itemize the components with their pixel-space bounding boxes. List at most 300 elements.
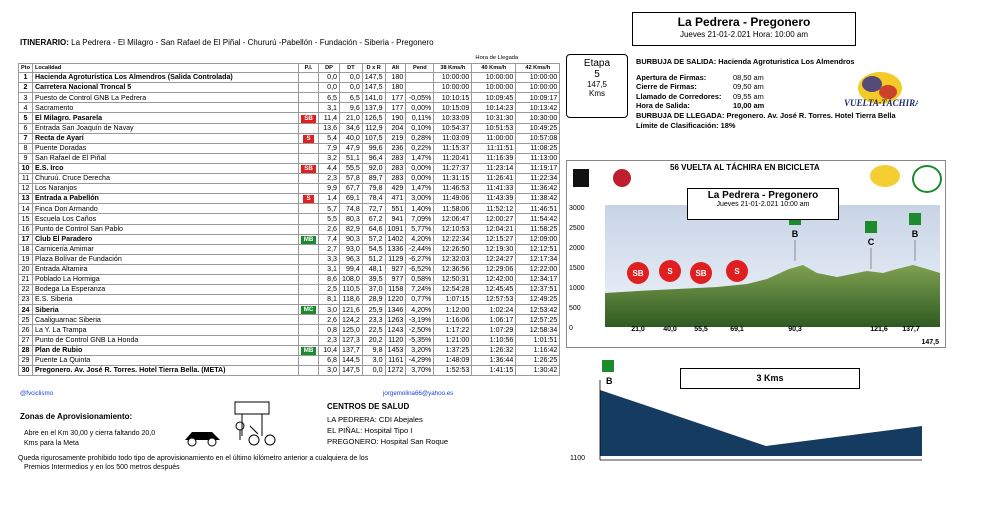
contact-email[interactable]: jorgemolina66@yahoo.es <box>383 390 454 397</box>
value-cell: 108,0 <box>340 274 363 284</box>
point-number-cell: 25 <box>19 315 33 325</box>
value-cell: 11:41:33 <box>472 184 516 194</box>
value-cell: 12:57:25 <box>516 315 560 325</box>
profile-y-tick: 3000 <box>569 205 585 212</box>
mountain-flag <box>865 221 877 233</box>
info-label: Llamado de Corredores: <box>636 91 722 101</box>
premio-cell <box>299 113 319 123</box>
value-cell: 11:49:06 <box>434 194 472 204</box>
value-cell: 12:10:53 <box>434 224 472 234</box>
table-row <box>19 103 560 113</box>
value-cell: 2,3 <box>319 174 340 184</box>
value-cell: 51,1 <box>340 153 363 163</box>
location-cell: La Y. La Trampa <box>33 325 299 335</box>
value-cell: 11:31:15 <box>434 174 472 184</box>
value-cell: 80,3 <box>340 214 363 224</box>
value-cell: 1120 <box>385 335 406 345</box>
health-item: LA PEDRERA: CDI Abejales <box>327 415 423 424</box>
point-number-cell: 18 <box>19 244 33 254</box>
value-cell: 10:00:00 <box>434 83 472 93</box>
value-cell: 1:52:53 <box>434 365 472 375</box>
table-row <box>19 335 560 345</box>
sprint-marker-label: SB <box>695 269 707 278</box>
point-number-cell: 29 <box>19 355 33 365</box>
value-cell: 10:00:00 <box>472 83 516 93</box>
value-cell: 28,9 <box>362 295 385 305</box>
value-cell: 107,5 <box>362 133 385 143</box>
value-cell: 5,4 <box>319 133 340 143</box>
value-cell: 12:26:50 <box>434 244 472 254</box>
profile-y-tick: 2500 <box>569 225 585 232</box>
location-cell: Puente La Quinta <box>33 355 299 365</box>
column-header: Localidad <box>33 64 299 73</box>
value-cell: 121,6 <box>340 305 363 315</box>
value-cell: 0,58% <box>406 274 434 284</box>
value-cell: 1336 <box>385 244 406 254</box>
location-cell: Caaliguarnac Siberia <box>33 315 299 325</box>
premio-badge: MC <box>301 306 317 314</box>
value-cell: 13,6 <box>319 123 340 133</box>
value-cell: 283 <box>385 153 406 163</box>
premio-cell <box>299 224 319 234</box>
value-cell: 1:26:25 <box>516 355 560 365</box>
value-cell: 3,00% <box>406 194 434 204</box>
value-cell: 0,22% <box>406 143 434 153</box>
value-cell: 11:58:06 <box>434 204 472 214</box>
value-cell: 12:54:28 <box>434 285 472 295</box>
value-cell: 137,7 <box>340 345 363 355</box>
value-cell: 11:16:39 <box>472 153 516 163</box>
table-row <box>19 204 560 214</box>
value-cell: 1272 <box>385 365 406 375</box>
value-cell: 7,9 <box>319 143 340 153</box>
premio-cell <box>299 244 319 254</box>
value-cell: 1129 <box>385 254 406 264</box>
last-3km-y-label: 1100 <box>570 455 586 462</box>
point-number-cell: 30 <box>19 365 33 375</box>
point-number-cell: 23 <box>19 295 33 305</box>
value-cell: 10:57:08 <box>516 133 560 143</box>
point-number-cell: 12 <box>19 184 33 194</box>
column-header: D x R <box>362 64 385 73</box>
federation-logo <box>613 169 631 187</box>
value-cell: 1:36:44 <box>472 355 516 365</box>
value-cell: 10:15:09 <box>434 103 472 113</box>
table-row <box>19 163 560 173</box>
column-header: DT <box>340 64 363 73</box>
arrival-group-header: Hora de Llegada <box>475 55 519 62</box>
salida-label: BURBUJA DE SALIDA: <box>636 57 717 66</box>
value-cell: 941 <box>385 214 406 224</box>
column-header: Pend <box>406 64 434 73</box>
value-cell: 147,5 <box>362 73 385 83</box>
premio-cell <box>299 325 319 335</box>
value-cell: 1402 <box>385 234 406 244</box>
premio-cell <box>299 315 319 325</box>
supply-text-1: Abre en el Km 30,00 y cierra faltando 20,0 <box>24 430 156 437</box>
value-cell: 2,3 <box>319 335 340 345</box>
table-row <box>19 113 560 123</box>
premio-cell <box>299 93 319 103</box>
value-cell: 137,9 <box>362 103 385 113</box>
value-cell: 551 <box>385 204 406 214</box>
value-cell: 3,0 <box>319 305 340 315</box>
location-cell: Plaza Bolívar de Fundación <box>33 254 299 264</box>
value-cell: 471 <box>385 194 406 204</box>
value-cell: 1220 <box>385 295 406 305</box>
value-cell: 3,2 <box>319 153 340 163</box>
value-cell: 74,8 <box>340 204 363 214</box>
value-cell: 12:04:21 <box>472 224 516 234</box>
value-cell: 67,2 <box>362 214 385 224</box>
profile-total-km: 147,5 <box>921 339 939 346</box>
table-row <box>19 295 560 305</box>
supply-rule-1: Queda rigurosamente prohibido todo tipo de aprovisionamiento en el último kilómetro anterior a cualquiera de los <box>18 455 369 462</box>
point-number-cell: 24 <box>19 305 33 315</box>
value-cell: 127,3 <box>340 335 363 345</box>
stage-table <box>18 54 560 376</box>
premio-cell <box>299 133 319 143</box>
vuelta-logo <box>838 66 918 112</box>
location-cell: E.S. Siberia <box>33 295 299 305</box>
value-cell: 10:00:00 <box>516 73 560 83</box>
value-cell: 12:22:00 <box>516 264 560 274</box>
premio-cell <box>299 83 319 93</box>
value-cell: 10:10:15 <box>434 93 472 103</box>
value-cell: 1243 <box>385 325 406 335</box>
value-cell <box>406 73 434 83</box>
vuelta-small-logo <box>870 165 900 187</box>
value-cell: 180 <box>385 83 406 93</box>
point-number-cell: 7 <box>19 133 33 143</box>
value-cell: 1:10:56 <box>472 335 516 345</box>
column-header: Alt <box>385 64 406 73</box>
value-cell: 9,6 <box>340 103 363 113</box>
health-item: PREGONERO: Hospital San Roque <box>327 437 449 446</box>
location-cell: El Milagro. Pasarela <box>33 113 299 123</box>
value-cell: 79,8 <box>362 184 385 194</box>
location-cell: Entrada a Pabellón <box>33 194 299 204</box>
health-list <box>327 414 448 447</box>
location-cell: Puesto de Control GNB La Pedrera <box>33 93 299 103</box>
value-cell: 11:46:51 <box>516 204 560 214</box>
value-cell <box>406 83 434 93</box>
value-cell: 283 <box>385 174 406 184</box>
location-cell: Plan de Rubio <box>33 345 299 355</box>
table-row <box>19 214 560 224</box>
value-cell: 39,5 <box>362 274 385 284</box>
premio-badge: S <box>303 195 313 203</box>
location-cell: Bodega La Esperanza <box>33 285 299 295</box>
value-cell: 34,6 <box>340 123 363 133</box>
value-cell: 0,10% <box>406 123 434 133</box>
value-cell: 1:41:15 <box>472 365 516 375</box>
value-cell: 90,3 <box>340 234 363 244</box>
location-cell: Carretera Nacional Troncal 5 <box>33 83 299 93</box>
value-cell: 11:52:12 <box>472 204 516 214</box>
column-header: P.I. <box>299 64 319 73</box>
value-cell: 118,6 <box>340 295 363 305</box>
value-cell: 0,0 <box>340 73 363 83</box>
value-cell: 92,0 <box>362 163 385 173</box>
value-cell: 11:46:53 <box>434 184 472 194</box>
value-cell: 3,3 <box>319 254 340 264</box>
value-cell: 5,7 <box>319 204 340 214</box>
point-number-cell: 16 <box>19 224 33 234</box>
value-cell: 177 <box>385 103 406 113</box>
value-cell: 72,7 <box>362 204 385 214</box>
info-label: Hora de Salida: <box>636 101 690 111</box>
location-cell: Recta de Ayarí <box>33 133 299 143</box>
premio-cell <box>299 335 319 345</box>
table-row <box>19 133 560 143</box>
health-title: CENTROS DE SALUD <box>327 402 410 411</box>
point-number-cell: 26 <box>19 325 33 335</box>
value-cell: 10:00:00 <box>472 73 516 83</box>
etapa-number: 5 <box>594 69 600 80</box>
value-cell: 12:24:27 <box>472 254 516 264</box>
value-cell: 1:06:17 <box>472 315 516 325</box>
table-row <box>19 254 560 264</box>
table-row <box>19 194 560 204</box>
stage-date: Jueves 21-01-2.021 Hora: 10:00 am <box>679 30 809 39</box>
value-cell: 11:19:17 <box>516 163 560 173</box>
logo-lettering: VUELTA·TÁCHIRA <box>844 98 918 108</box>
value-cell: 1:30:42 <box>516 365 560 375</box>
value-cell: 12:12:51 <box>516 244 560 254</box>
value-cell: 1453 <box>385 345 406 355</box>
value-cell: 11:20:41 <box>434 153 472 163</box>
value-cell: 11:11:51 <box>472 143 516 153</box>
point-number-cell: 6 <box>19 123 33 133</box>
value-cell: 10:13:42 <box>516 103 560 113</box>
limite-label: Límite de Clasificación: <box>636 120 719 130</box>
premio-cell <box>299 123 319 133</box>
value-cell: 11:23:14 <box>472 163 516 173</box>
profile-x-label: 90,3 <box>788 326 802 333</box>
value-cell: 12:32:03 <box>434 254 472 264</box>
value-cell: 0,77% <box>406 295 434 305</box>
value-cell: 977 <box>385 274 406 284</box>
value-cell: 57,2 <box>362 234 385 244</box>
table-row <box>19 93 560 103</box>
value-cell: 12:19:30 <box>472 244 516 254</box>
location-cell: Carnicería Amimar <box>33 244 299 254</box>
value-cell: 99,6 <box>362 143 385 153</box>
value-cell: 12:36:56 <box>434 264 472 274</box>
value-cell: 10:54:37 <box>434 123 472 133</box>
value-cell: 1:21:00 <box>434 335 472 345</box>
value-cell: 283 <box>385 163 406 173</box>
value-cell: 8,6 <box>319 274 340 284</box>
value-cell: 124,2 <box>340 315 363 325</box>
value-cell: 3,1 <box>319 264 340 274</box>
point-number-cell: 9 <box>19 153 33 163</box>
supply-zone-illustration <box>180 396 290 448</box>
value-cell: 110,5 <box>340 285 363 295</box>
limite-value: 18% <box>720 120 736 130</box>
info-label: Cierre de Firmas: <box>636 82 697 92</box>
value-cell: 1:26:32 <box>472 345 516 355</box>
info-value: 09,55 am <box>733 91 764 101</box>
point-number-cell: 20 <box>19 264 33 274</box>
point-number-cell: 13 <box>19 194 33 204</box>
location-cell: Escuela Los Caños <box>33 214 299 224</box>
value-cell: 1:48:09 <box>434 355 472 365</box>
table-row <box>19 345 560 355</box>
premio-cell <box>299 163 319 173</box>
value-cell: 0,28% <box>406 133 434 143</box>
column-header: Pto <box>19 64 33 73</box>
point-number-cell: 15 <box>19 214 33 224</box>
value-cell: -2,44% <box>406 244 434 254</box>
location-cell: Entrada San Joaquín de Navay <box>33 123 299 133</box>
value-cell: 47,9 <box>340 143 363 153</box>
value-cell: 3,0 <box>362 355 385 365</box>
value-cell: 12:57:53 <box>472 295 516 305</box>
location-cell: Punto de Control GNB La Honda <box>33 335 299 345</box>
value-cell: 48,1 <box>362 264 385 274</box>
value-cell: 55,5 <box>340 163 363 173</box>
value-cell: 22,5 <box>362 325 385 335</box>
value-cell: 11:03:09 <box>434 133 472 143</box>
location-cell: Finca Don Armando <box>33 204 299 214</box>
value-cell: 12:29:06 <box>472 264 516 274</box>
value-cell: 0,0 <box>319 83 340 93</box>
value-cell: 3,1 <box>319 103 340 113</box>
value-cell: 236 <box>385 143 406 153</box>
last-3km-mountain-flag <box>602 360 614 372</box>
value-cell: 12:34:17 <box>516 274 560 284</box>
value-cell: 125,0 <box>340 325 363 335</box>
profile-y-tick: 0 <box>569 325 573 332</box>
value-cell: 0,8 <box>319 325 340 335</box>
value-cell: 1:37:25 <box>434 345 472 355</box>
value-cell: 6,5 <box>340 93 363 103</box>
supply-title: Zonas de Aprovisionamiento: <box>20 412 133 421</box>
mountain-category: B <box>911 229 919 239</box>
value-cell: 11:00:00 <box>472 133 516 143</box>
value-cell: 126,5 <box>362 113 385 123</box>
mountain-category: C <box>867 237 875 247</box>
location-cell: Sacramento <box>33 103 299 113</box>
value-cell: 11:43:39 <box>472 194 516 204</box>
point-number-cell: 8 <box>19 143 33 153</box>
table-body <box>19 73 560 376</box>
value-cell: 0,00% <box>406 174 434 184</box>
itinerary-label: ITINERARIO: <box>20 38 69 47</box>
value-cell: 2,5 <box>319 285 340 295</box>
point-number-cell: 21 <box>19 274 33 284</box>
value-cell: -6,52% <box>406 264 434 274</box>
value-cell: 1158 <box>385 285 406 295</box>
value-cell: 204 <box>385 123 406 133</box>
value-cell: 3,70% <box>406 365 434 375</box>
stage-title: La Pedrera - Pregonero <box>677 15 811 29</box>
location-cell: Los Naranjos <box>33 184 299 194</box>
value-cell: 11:13:00 <box>516 153 560 163</box>
point-number-cell: 1 <box>19 73 33 83</box>
value-cell: 1346 <box>385 305 406 315</box>
itinerary-route: La Pedrera - El Milagro - San Rafael de El Piñal - Chururú -Pabellón - Fundación - Siberia - Pregonero <box>71 38 434 47</box>
premio-cell <box>299 274 319 284</box>
stage-title-box <box>632 12 856 46</box>
table-row <box>19 305 560 315</box>
value-cell: 2,6 <box>319 224 340 234</box>
value-cell: 12:42:00 <box>472 274 516 284</box>
profile-y-tick: 1500 <box>569 265 585 272</box>
column-header: 38 Kms/h <box>434 64 472 73</box>
social-handle[interactable]: @fvciclismo <box>20 390 54 397</box>
premio-badge: SB <box>301 115 316 123</box>
value-cell: 1:07:15 <box>434 295 472 305</box>
value-cell: 12:09:00 <box>516 234 560 244</box>
supply-text-2: Kms para la Meta <box>24 440 79 447</box>
llegada-label: BURBUJA DE LLEGADA: <box>636 110 725 120</box>
value-cell: 12:49:25 <box>516 295 560 305</box>
premio-badge: MB <box>301 236 317 244</box>
location-cell: Punto de Control San Pablo <box>33 224 299 234</box>
table-row <box>19 325 560 335</box>
profile-y-tick: 500 <box>569 305 581 312</box>
table-row <box>19 153 560 163</box>
tachira-seal-logo <box>912 165 942 193</box>
value-cell: -4,29% <box>406 355 434 365</box>
value-cell: 4,20% <box>406 234 434 244</box>
value-cell: 37,0 <box>362 285 385 295</box>
info-label: Apertura de Firmas: <box>636 72 707 82</box>
profile-x-label: 55,5 <box>694 326 708 333</box>
table-row <box>19 234 560 244</box>
point-number-cell: 2 <box>19 83 33 93</box>
premio-cell <box>299 254 319 264</box>
point-number-cell: 10 <box>19 163 33 173</box>
sprint-marker-label: S <box>734 267 740 276</box>
value-cell: 9,9 <box>319 184 340 194</box>
value-cell: 219 <box>385 133 406 143</box>
last-3km-title: 3 Kms <box>680 368 860 389</box>
value-cell: 10:00:00 <box>516 83 560 93</box>
value-cell: 0,0 <box>319 73 340 83</box>
value-cell: 2,6 <box>319 315 340 325</box>
value-cell: 10:09:45 <box>472 93 516 103</box>
value-cell: 0,11% <box>406 113 434 123</box>
last-3km-profile <box>566 360 946 468</box>
profile-subtitle: Jueves 21-01-2.021 10:00 am <box>716 201 810 208</box>
health-item: EL PIÑAL: Hospital Tipo I <box>327 426 413 435</box>
value-cell: 11:26:41 <box>472 174 516 184</box>
table-row <box>19 285 560 295</box>
premio-cell <box>299 345 319 355</box>
value-cell: -2,50% <box>406 325 434 335</box>
profile-title-box <box>687 188 839 220</box>
mountain-category: B <box>791 229 799 239</box>
value-cell: 4,4 <box>319 163 340 173</box>
premio-badge: S <box>303 135 313 143</box>
value-cell: -5,35% <box>406 335 434 345</box>
etapa-km: 147,5 <box>586 80 608 89</box>
point-number-cell: 4 <box>19 103 33 113</box>
value-cell: 7,24% <box>406 285 434 295</box>
supply-rule-2: Premios Intermedios y en los 500 metros después <box>24 464 180 471</box>
point-number-cell: 28 <box>19 345 33 355</box>
value-cell: 1263 <box>385 315 406 325</box>
value-cell: 96,4 <box>362 153 385 163</box>
sprint-marker-label: S <box>667 267 673 276</box>
value-cell: 12:22:34 <box>434 234 472 244</box>
value-cell: 1:16:42 <box>516 345 560 355</box>
table-row <box>19 355 560 365</box>
